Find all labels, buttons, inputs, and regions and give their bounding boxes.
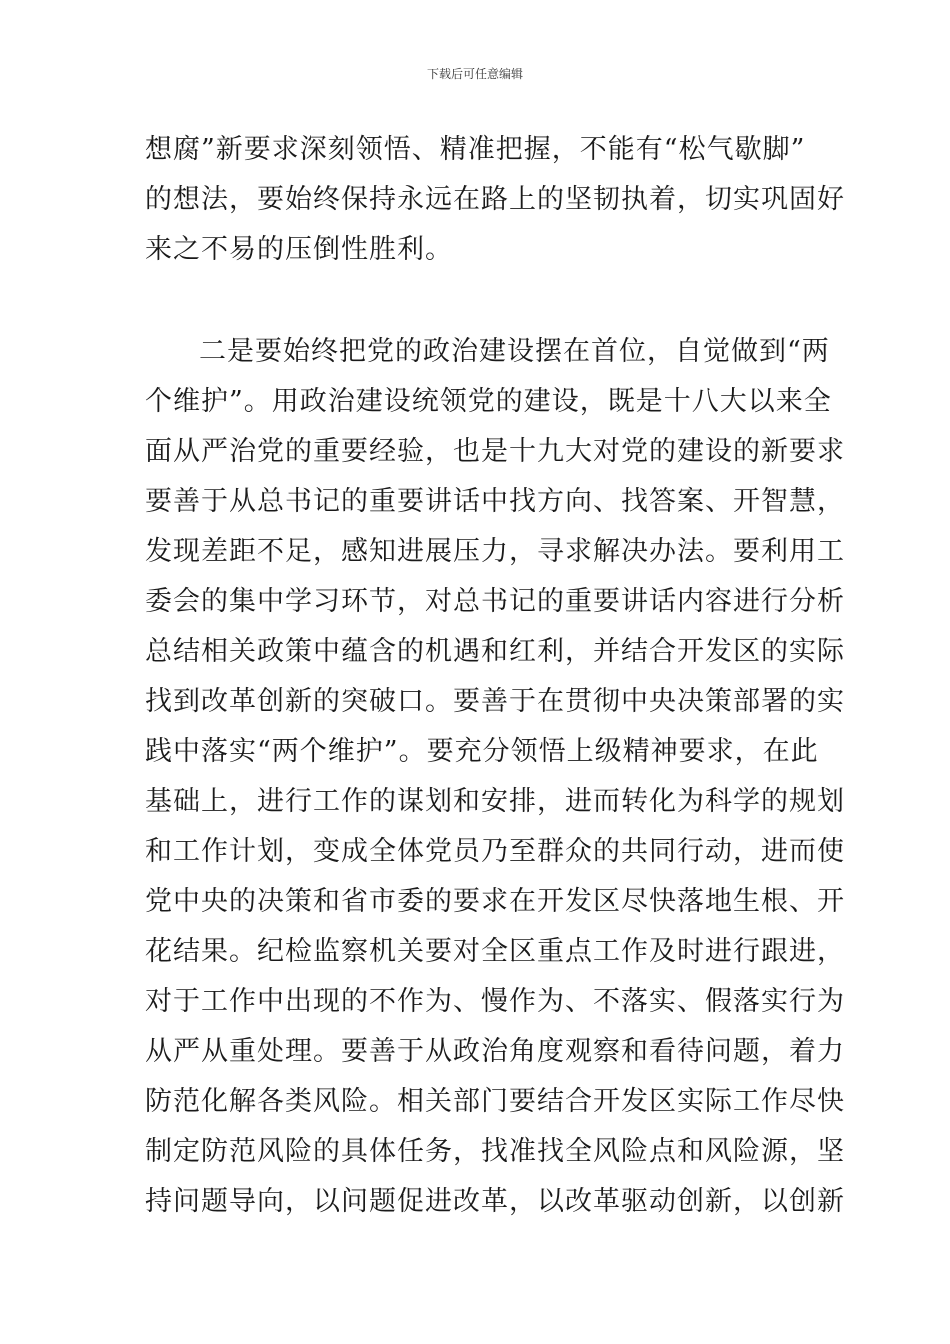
text-line: 总结相关政策中蕴含的机遇和红利，并结合开发区的实际	[145, 636, 845, 667]
text-line: 个维护”。用政治建设统领党的建设，既是十八大以来全	[145, 386, 832, 417]
text-line: 持问题导向，以问题促进改革，以改革驱动创新，以创新	[145, 1186, 845, 1217]
text-line: 对于工作中出现的不作为、慢作为、不落实、假落实行为	[145, 986, 845, 1017]
text-line: 防范化解各类风险。相关部门要结合开发区实际工作尽快	[145, 1086, 845, 1117]
page-header-note: 下载后可任意编辑	[426, 67, 523, 81]
text-line: 发现差距不足，感知进展压力，寻求解决办法。要利用工	[145, 536, 845, 567]
text-line-first: 二是要始终把党的政治建设摆在首位，自觉做到“两	[199, 336, 830, 367]
text-line: 制定防范风险的具体任务，找准找全风险点和风险源，坚	[145, 1136, 845, 1167]
text-line: 党中央的决策和省市委的要求在开发区尽快落地生根、开	[145, 886, 845, 917]
text-line: 要善于从总书记的重要讲话中找方向、找答案、开智慧，	[145, 486, 845, 517]
text-line: 找到改革创新的突破口。要善于在贯彻中央决策部署的实	[145, 686, 845, 717]
text-line: 想腐”新要求深刻领悟、精准把握，不能有“松气歇脚”	[145, 134, 806, 165]
paragraph-continuation	[145, 125, 845, 275]
text-line: 花结果。纪检监察机关要对全区重点工作及时进行跟进，	[145, 936, 845, 967]
text-line: 从严从重处理。要善于从政治角度观察和看待问题，着力	[145, 1036, 845, 1067]
text-line: 的想法，要始终保持永远在路上的坚韧执着，切实巩固好	[145, 184, 845, 215]
text-line: 面从严治党的重要经验，也是十九大对党的建设的新要求	[145, 436, 845, 467]
paragraph-political-construction	[145, 327, 845, 1227]
text-line: 来之不易的压倒性胜利。	[145, 234, 453, 265]
text-line: 践中落实“两个维护”。要充分领悟上级精神要求，在此	[145, 736, 819, 767]
text-line: 和工作计划，变成全体党员乃至群众的共同行动，进而使	[145, 836, 845, 867]
text-line: 基础上，进行工作的谋划和安排，进而转化为科学的规划	[145, 786, 845, 817]
text-line: 委会的集中学习环节，对总书记的重要讲话内容进行分析	[145, 586, 845, 617]
